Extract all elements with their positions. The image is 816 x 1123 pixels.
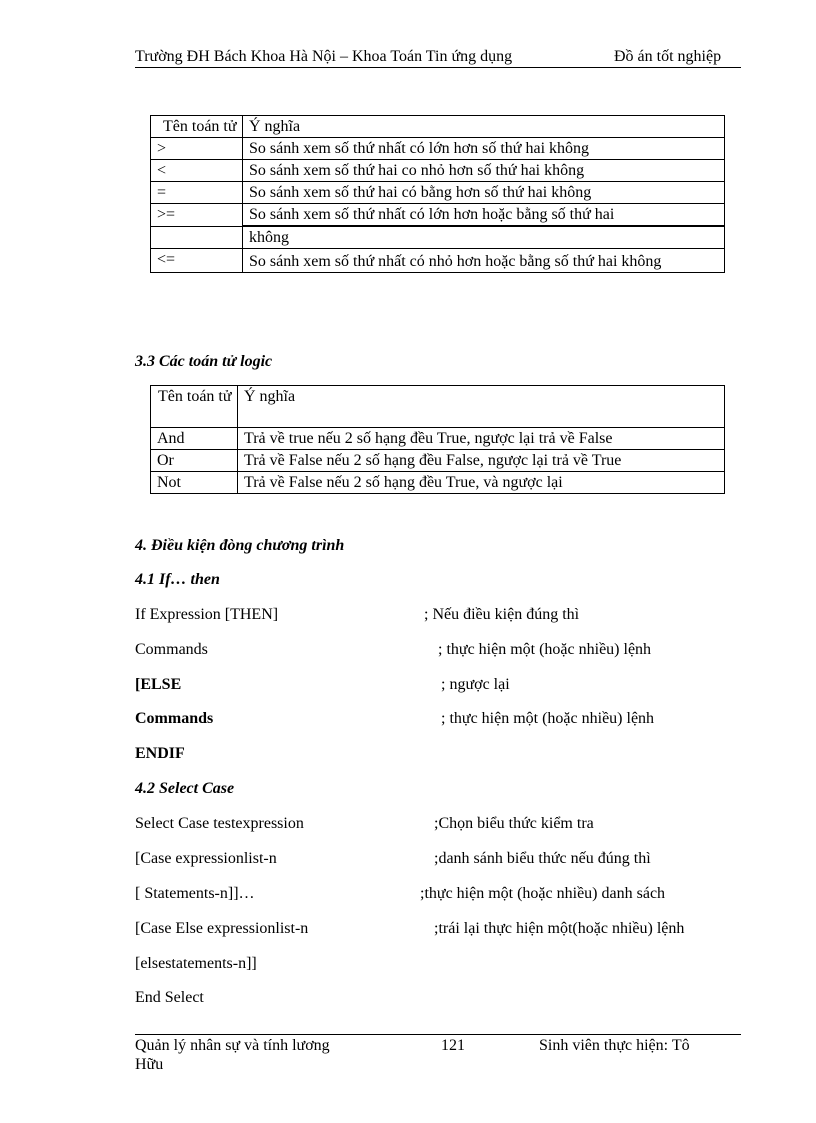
comparison-operators-table <box>150 115 725 273</box>
code-line: [elsestatements-n]] <box>135 955 257 972</box>
logic-operators-table <box>150 385 725 494</box>
table-header-row <box>151 116 725 138</box>
code-comment: ;danh sánh biểu thức nếu đúng thì <box>434 850 651 867</box>
table-row <box>151 226 725 249</box>
table-row <box>151 204 725 227</box>
section-heading: 3.3 Các toán tử logic <box>135 353 273 370</box>
footer-left: Quản lý nhân sự và tính lương <box>135 1037 330 1054</box>
table-cell: Trả về False nếu 2 số hạng đều True, và ngược lại <box>238 472 725 494</box>
table-row <box>151 249 725 273</box>
code-line: ENDIF <box>135 745 185 762</box>
table-cell: Trả về true nếu 2 số hạng đều True, ngược lại trả về False <box>238 428 725 450</box>
footer-right: Sinh viên thực hiện: Tô <box>539 1037 690 1054</box>
code-comment: ; Nếu điều kiện đúng thì <box>424 606 580 623</box>
code-line: Commands <box>135 641 208 658</box>
table-cell: Not <box>151 472 238 494</box>
header-rule <box>135 67 741 68</box>
table-header-cell: Ý nghĩa <box>243 116 725 138</box>
code-line: Commands <box>135 710 214 727</box>
table-cell: Trả về False nếu 2 số hạng đều False, ngược lại trả về True <box>238 450 725 472</box>
table-header-cell: Tên toán tử <box>151 116 243 138</box>
table-cell <box>151 226 243 249</box>
table-row <box>151 160 725 182</box>
section-heading: 4.2 Select Case <box>135 780 235 797</box>
table-cell: > <box>151 138 243 160</box>
table-cell: >= <box>151 204 243 227</box>
section-heading: 4. Điều kiện đòng chương trình <box>135 537 345 554</box>
section-heading: 4.1 If… then <box>135 571 220 588</box>
table-cell: = <box>151 182 243 204</box>
table-cell: So sánh xem số thứ nhất có lớn hơn hoặc bằng số thứ hai <box>243 204 725 227</box>
table-cell: không <box>243 226 725 249</box>
table-row <box>151 450 725 472</box>
code-line: [ Statements-n]]… <box>135 885 255 902</box>
table-header-row <box>151 386 725 428</box>
header-right: Đồ án tốt nghiệp <box>614 48 722 65</box>
table-cell: <= <box>151 249 243 273</box>
table-header-cell: Tên toán tử <box>151 386 238 428</box>
table-row <box>151 182 725 204</box>
table-header-cell: Ý nghĩa <box>238 386 725 428</box>
table-cell: So sánh xem số thứ nhất có nhỏ hơn hoặc bằng số thứ hai không <box>243 249 725 273</box>
table-cell: So sánh xem số thứ hai có bằng hơn số thứ hai không <box>243 182 725 204</box>
page-number: 121 <box>441 1037 465 1054</box>
code-comment: ; ngược lại <box>441 676 510 693</box>
table-row <box>151 472 725 494</box>
code-comment: ; thực hiện một (hoặc nhiều) lệnh <box>438 641 652 658</box>
table-cell: Or <box>151 450 238 472</box>
table-cell: So sánh xem số thứ hai co nhỏ hơn số thứ hai không <box>243 160 725 182</box>
table-cell: So sánh xem số thứ nhất có lớn hơn số thứ hai không <box>243 138 725 160</box>
code-line: [Case Else expressionlist-n <box>135 920 309 937</box>
header-left: Trường ĐH Bách Khoa Hà Nội – Khoa Toán Tin ứng dụng <box>135 48 513 65</box>
code-line: If Expression [THEN] <box>135 606 279 623</box>
footer-rule <box>135 1034 741 1035</box>
code-comment: ;trái lại thực hiện một(hoặc nhiều) lệnh <box>434 920 685 937</box>
table-cell: And <box>151 428 238 450</box>
table-row <box>151 138 725 160</box>
table-row <box>151 428 725 450</box>
footer-left-continued: Hữu <box>135 1056 164 1073</box>
code-line: [Case expressionlist-n <box>135 850 277 867</box>
code-comment: ;Chọn biểu thức kiểm tra <box>434 815 594 832</box>
table-cell: < <box>151 160 243 182</box>
code-line: End Select <box>135 989 204 1006</box>
code-line: Select Case testexpression <box>135 815 304 832</box>
code-comment: ; thực hiện một (hoặc nhiều) lệnh <box>441 710 655 727</box>
code-line: [ELSE <box>135 676 182 693</box>
code-comment: ;thực hiện một (hoặc nhiều) danh sách <box>420 885 666 902</box>
